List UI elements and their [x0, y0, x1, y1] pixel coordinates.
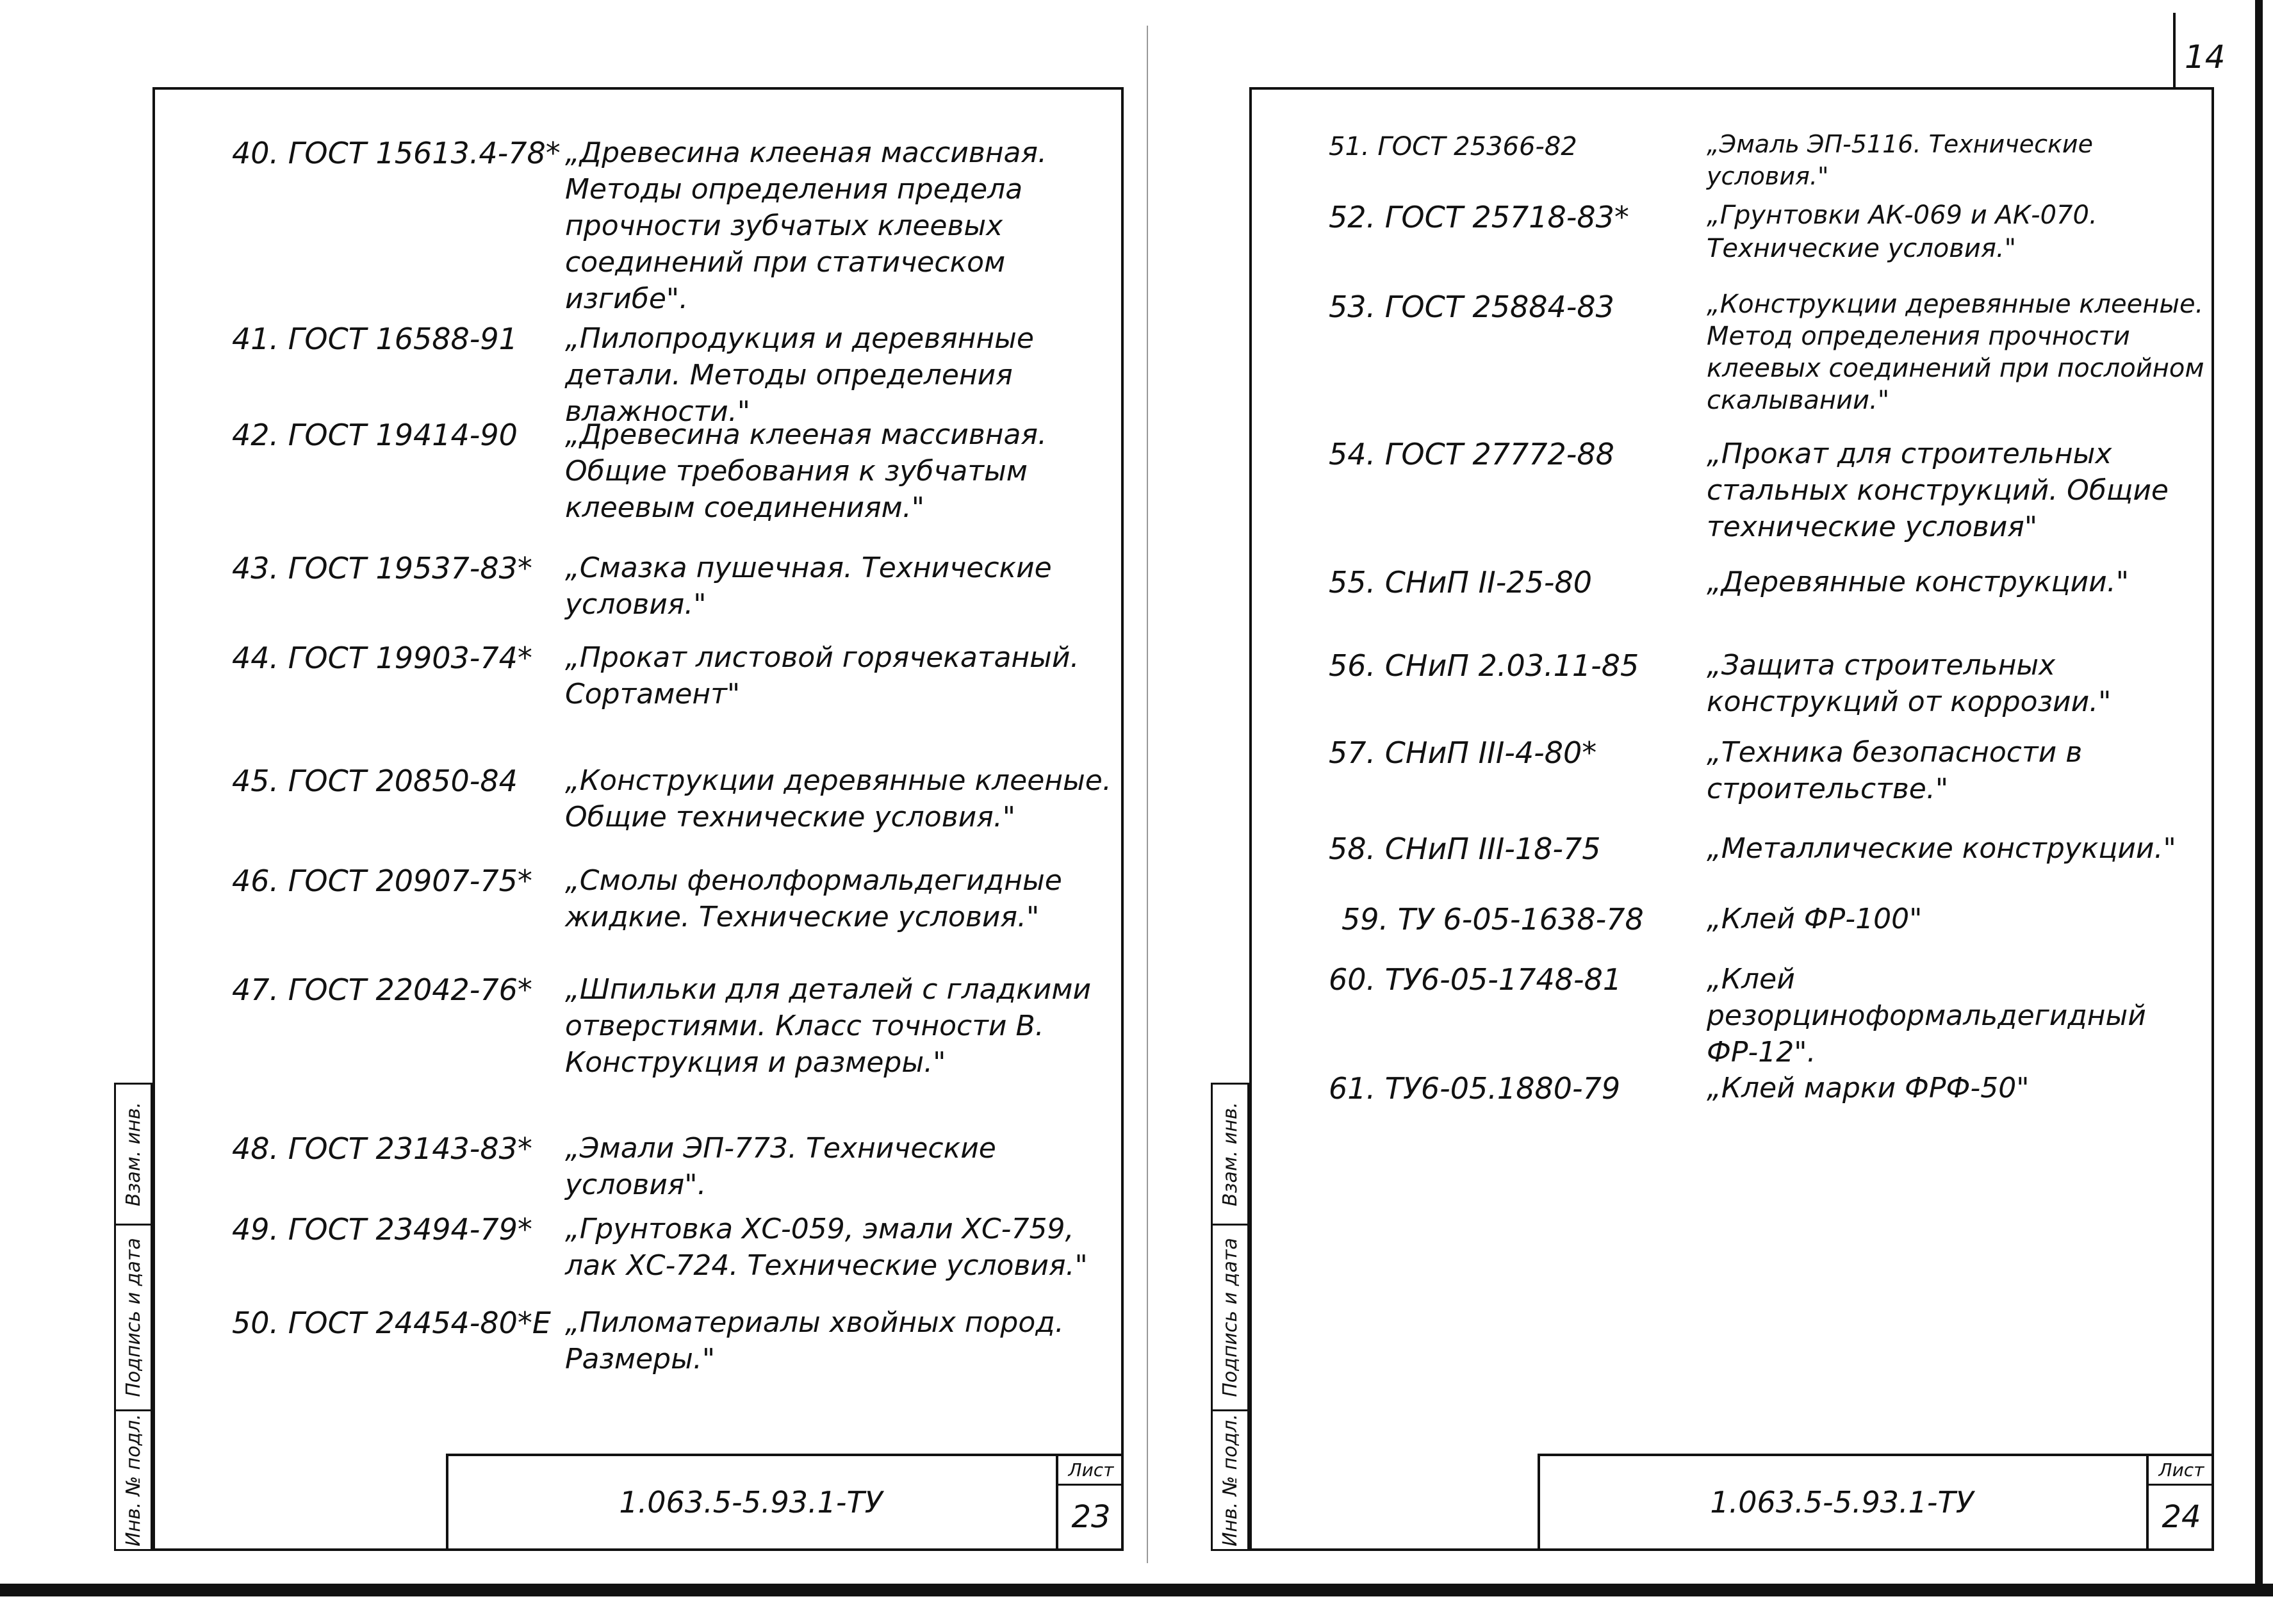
page-fold-line [1147, 26, 1148, 1563]
standard-title: „Прокат для строительных стальных конструкций. Общие технические условия" [1707, 438, 2169, 543]
sheet-box [1056, 1456, 1124, 1548]
sheet-number: 23 [1071, 1499, 1111, 1535]
standard-code: 61. ТУ6-05.1880-79 [1329, 1071, 1621, 1106]
scan-edge-bottom [0, 1584, 2273, 1596]
standard-title: „Деревянные конструкции." [1707, 566, 2129, 598]
standard-title: „Конструкции деревянные клееные. Метод определения прочности клеевых соединений при послойном скалывании." [1707, 290, 2204, 415]
standard-code: 58. СНиП III-18-75 [1329, 832, 1601, 866]
standard-code: 44. ГОСТ 19903-74* [232, 641, 532, 675]
standard-title: „Пилопродукция и деревянные детали. Методы определения влажности." [565, 322, 1034, 428]
standard-title: „Защита строительных конструкций от коррозии." [1707, 649, 2112, 718]
standard-code: 47. ГОСТ 22042-76* [232, 972, 532, 1007]
standard-code: 60. ТУ6-05-1748-81 [1329, 962, 1622, 997]
standard-title: „Древесина клееная массивная. Методы определения предела прочности зубчатых клеевых соединений при статическом изгибе". [565, 136, 1047, 315]
strip-cell: Взам. инв. [1213, 1085, 1247, 1226]
standard-title: „Шпильки для деталей с гладкими отверстиями. Класс точности В. Конструкция и размеры." [565, 973, 1092, 1079]
standard-title: „Эмали ЭП-773. Технические условия". [565, 1132, 996, 1201]
standard-title: „Грунтовки АК-069 и АК-070. Технические условия." [1707, 201, 2097, 263]
title-block-stamp [1538, 1454, 2214, 1548]
standard-code: 48. ГОСТ 23143-83* [232, 1131, 532, 1166]
standard-code: 56. СНиП 2.03.11-85 [1329, 648, 1639, 683]
standard-title: „Смолы фенолформальдегидные жидкие. Технические условия." [565, 864, 1062, 933]
standard-title: „Эмаль ЭП-5116. Технические условия." [1707, 130, 2093, 190]
standard-code: 46. ГОСТ 20907-75* [232, 864, 532, 898]
standard-code: 50. ГОСТ 24454-80*Е [232, 1306, 551, 1340]
binding-strip-right [1211, 1083, 1249, 1551]
binding-strip-left [114, 1083, 152, 1551]
standard-title: „Пиломатериалы хвойных пород. Размеры." [565, 1306, 1064, 1375]
title-block-stamp [446, 1454, 1124, 1548]
strip-cell: Инв. № подл. [1219, 1414, 1242, 1546]
strip-cell: Инв. № подл. [122, 1414, 145, 1546]
standard-title: „Грунтовка ХС-059, эмали ХС-759, лак ХС-724. Технические условия." [565, 1213, 1088, 1282]
sheet-box [2146, 1456, 2214, 1548]
standard-title: „Техника безопасности в строительстве." [1707, 736, 2083, 805]
strip-cell: Подпись и дата [116, 1226, 151, 1411]
standard-code: 55. СНиП II-25-80 [1329, 565, 1592, 600]
standard-code: 40. ГОСТ 15613.4-78* [232, 136, 561, 170]
standard-code: 42. ГОСТ 19414-90 [232, 418, 518, 452]
document-code: 1.063.5-5.93.1-ТУ [1710, 1485, 1974, 1520]
standard-code: 59. ТУ 6-05-1638-78 [1342, 902, 1644, 937]
standard-title: „Клей ФР-100" [1707, 903, 1923, 935]
document-code: 1.063.5-5.93.1-ТУ [619, 1485, 883, 1520]
standard-code: 41. ГОСТ 16588-91 [232, 322, 518, 356]
standard-code: 49. ГОСТ 23494-79* [232, 1212, 532, 1247]
standard-title: „Металлические конструкции." [1707, 832, 2176, 865]
standard-code: 53. ГОСТ 25884-83 [1329, 290, 1614, 324]
standard-title: „Клей резорциноформальдегидный ФР-12". [1707, 963, 2146, 1069]
standard-title: „Древесина клееная массивная. Общие требования к зубчатым клеевым соединениям." [565, 418, 1047, 524]
left-page-frame [152, 87, 1124, 1551]
sheet-label: Лист [2149, 1456, 2214, 1486]
right-page-frame [1249, 87, 2214, 1551]
standard-title: „Смазка пушечная. Технические условия." [565, 552, 1052, 621]
strip-cell: Подпись и дата [1213, 1226, 1247, 1411]
standard-code: 43. ГОСТ 19537-83* [232, 551, 532, 586]
standard-title: „Конструкции деревянные клееные. Общие технические условия." [565, 764, 1112, 833]
sheet-label: Лист [1058, 1456, 1124, 1486]
corner-divider [2173, 13, 2176, 87]
sheet-number: 24 [2162, 1499, 2201, 1535]
standard-code: 54. ГОСТ 27772-88 [1329, 437, 1614, 472]
standard-title: „Клей марки ФРФ-50" [1707, 1072, 2030, 1104]
standard-code: 45. ГОСТ 20850-84 [232, 764, 518, 798]
standard-code: 51. ГОСТ 25366-82 [1329, 132, 1577, 161]
standard-title: „Прокат листовой горячекатаный. Сортамент" [565, 641, 1079, 710]
strip-cell: Взам. инв. [116, 1085, 151, 1226]
standard-code: 52. ГОСТ 25718-83* [1329, 200, 1629, 234]
standard-code: 57. СНиП III-4-80* [1329, 735, 1597, 770]
corner-page-number: 14 [2185, 38, 2226, 76]
scan-edge-right [2255, 0, 2263, 1584]
